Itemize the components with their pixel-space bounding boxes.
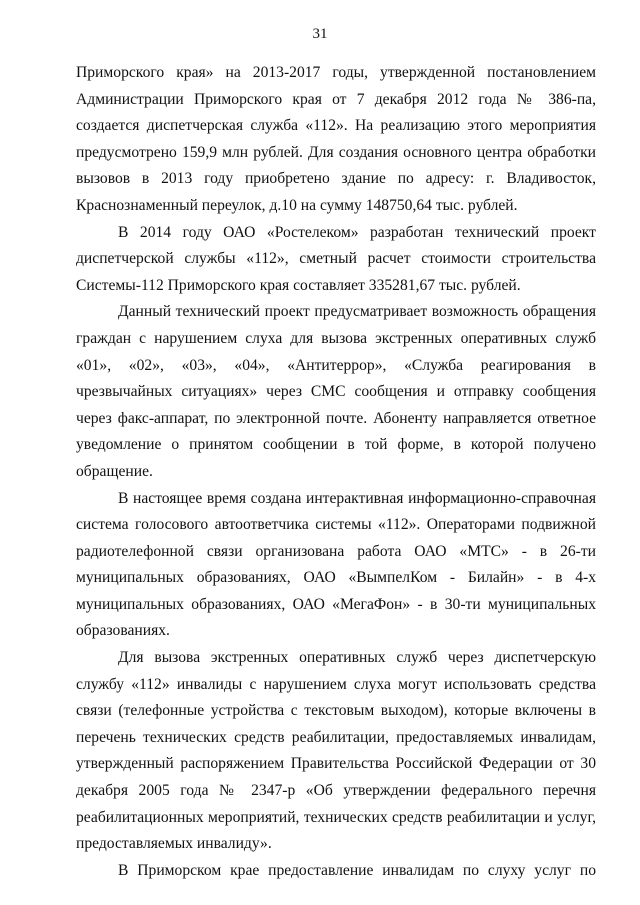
paragraph-interactive-system: В настоящее время создана интерактивная информационно-справочная система голосового автоответчика системы «112». Операторами подвижной радиотелефонной связи организована работа ОАО «МТС» - в 26-ти муниципальных образованиях, ОАО «ВымпелКом - Билайн» - в 4-х муниципальных образованиях, ОАО «МегаФон» - в 30-ти муниципальных образованиях.: [76, 489, 596, 640]
page-number: 31: [312, 26, 328, 42]
paragraph-rostelecom-project: В 2014 году ОАО «Ростелеком» разработан технический проект диспетчерской службы «112», сметный расчет стоимости строительства Системы-112 Приморского края составляет 335281,67 тыс. рублей.: [76, 223, 596, 294]
paragraph-continuation: Приморского края» на 2013-2017 годы, утвержденной постановлением Администрации Приморского края от 7 декабря 2012 года № 386-па, создается диспетчерская служба «112». На реализацию этого мероприятия предусмотрено 159,9 млн рублей. Для создания основного центра обработки вызовов в 2013 году приобретено здание по адресу: г. Владивосток, Краснознаменный переулок, д.10 на сумму 148750,64 тыс. рублей.: [76, 64, 596, 214]
paragraph-primorsky-services: В Приморском крае предоставление инвалидам по слуху услуг по: [118, 861, 596, 879]
document-body: [76, 60, 596, 884]
paragraph-hearing-impaired-access: Данный технический проект предусматривает возможность обращения граждан с нарушением слуха для вызова экстренных оперативных служб «01», «02», «03», «04», «Антитеррор», «Служба реагирования в чрезвычайных ситуациях» через СМС сообщения и отправку сообщения через факс-аппарат, по электронной почте. Абоненту направляется ответное уведомление о принятом сообщении в той форме, в которой получено обращение.: [76, 303, 596, 480]
paragraph-communication-means: Для вызова экстренных оперативных служб через диспетчерскую службу «112» инвалиды с нарушением слуха могут использовать средства связи (телефонные устройства с текстовым выходом), которые включены в перечень технических средств реабилитации, предоставляемых инвалидам, утвержденный распоряжением Правительства Российской Федерации от 30 декабря 2005 года № 2347-р «Об утверждении федерального перечня реабилитационных мероприятий, технических средств реабилитации и услуг, предоставляемых инвалиду».: [76, 649, 596, 853]
